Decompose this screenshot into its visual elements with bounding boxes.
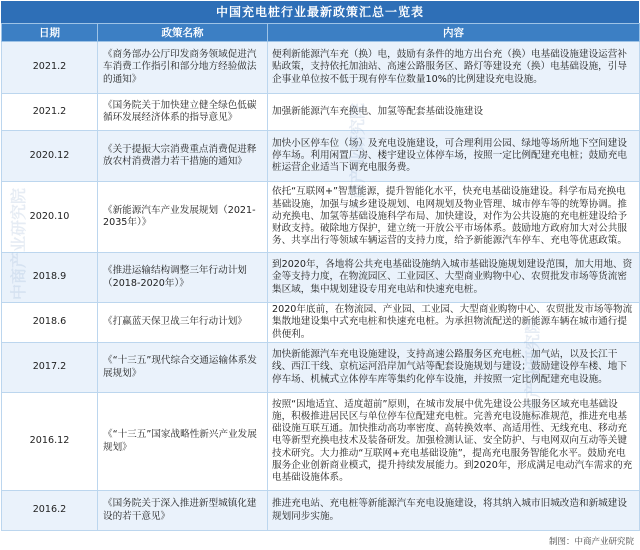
- row-policy-name: 《打赢蓝天保卫战三年行动计划》: [98, 303, 268, 343]
- row-date: 2018.9: [2, 253, 98, 303]
- table-row: [2, 303, 640, 343]
- row-date: 2021.2: [2, 94, 98, 131]
- watermark-right: 中商产业研究院: [523, 317, 542, 430]
- row-content: 到2020年，各地将公共充电基础设施纳入城市基础设施规划建设范围，加大用地、资金等支持力度，在物流园区、工业园区、大型商业购物中心、农贸批发市场等货流密集区域，集中规划建设专用充电站和快速充电桩。: [268, 253, 640, 303]
- row-policy-name: 《关于提振大宗消费重点消费促进释放农村消费潜力若干措施的通知》: [98, 131, 268, 182]
- row-content: 加快小区停车位（场）及充电设施建设，可合理利用公园、绿地等场所地下空间建设停车场。利用闲置厂房、楼宇建设立体停车场，按照一定比例配建充电桩；鼓励充电桩运营企业适当下调充电服务费。: [268, 131, 640, 182]
- table-row: [2, 491, 640, 531]
- row-date: 2017.2: [2, 343, 98, 393]
- table-row: [2, 42, 640, 94]
- row-policy-name: 《“十三五”国家战略性新兴产业发展规划》: [98, 393, 268, 491]
- table-row: [2, 182, 640, 253]
- header-content: 内容: [268, 24, 640, 42]
- table-row: [2, 253, 640, 303]
- row-content: 推进充电站、充电桩等新能源汽车充电设施建设，将其纳入城市旧城改造和新城建设规划同步实施。: [268, 491, 640, 531]
- table-title: 中国充电桩行业最新政策汇总一览表: [1, 1, 639, 23]
- row-content: 加强新能源汽车充换电、加氢等配套基础设施建设: [268, 94, 640, 131]
- row-date: 2020.12: [2, 131, 98, 182]
- row-content: 加快新能源汽车充电设施建设，支持高速公路服务区充电桩、加气站，以及长江干线、西江干线、京杭运河沿岸加气站等配套设施规划与建设；鼓励建设停车楼、地下停车场、机械式立体停车库等集约化停车设施，并按照一定比例配建充电设施。: [268, 343, 640, 393]
- watermark-left: 中商产业研究院: [9, 187, 28, 300]
- table-row: [2, 393, 640, 491]
- row-policy-name: 《商务部办公厅印发商务领域促进汽车消费工作指引和部分地方经验做法的通知》: [98, 42, 268, 94]
- row-policy-name: 《“十三五”现代综合交通运输体系发展规划》: [98, 343, 268, 393]
- row-content: 依托“互联网+”智慧能源，提升智能化水平，快充电基础设施建设。科学布局充换电基础设施，加强与城乡建设规划、电网规划及物业管理、城市停车等的统筹协调。推动充换电、加氢等基础设施科学布局、加快建设，对作为公共设施的充电桩建设给予财政支持。破除地方保护，建立统一开放公平市场体系。鼓励地方政府加大对公共服务、共享出行等领域车辆运营的支持力度，给予新能源汽车停车、充电等优惠政策。: [268, 182, 640, 253]
- policy-table-container: [1, 1, 639, 531]
- watermark-center: 中商产业研究院: [348, 102, 367, 215]
- row-policy-name: 《国务院关于深入推进新型城镇化建设的若干意见》: [98, 491, 268, 531]
- row-content: 2020年底前，在物流园、产业园、工业园、大型商业购物中心、农贸批发市场等物流集散地建设集中式充电桩和快速充电桩。为承担物流配送的新能源车辆在城市通行提供便利。: [268, 303, 640, 343]
- header-row: [2, 24, 640, 42]
- row-date: 2016.2: [2, 491, 98, 531]
- header-date: 日期: [2, 24, 98, 42]
- row-date: 2018.6: [2, 303, 98, 343]
- row-policy-name: 《推进运输结构调整三年行动计划（2018-2020年）》: [98, 253, 268, 303]
- table-row: [2, 94, 640, 131]
- row-date: 2016.12: [2, 393, 98, 491]
- policy-table: [1, 23, 640, 531]
- row-policy-name: 《国务院关于加快建立健全绿色低碳循环发展经济体系的指导意见》: [98, 94, 268, 131]
- row-date: 2020.10: [2, 182, 98, 253]
- row-content: 便利新能源汽车充（换）电，鼓励有条件的地方出台充（换）电基础设施建设运营补贴政策，支持依托加油站、高速公路服务区、路灯等建设充（换）电基础设施，引导企事业单位按不低于现有停车位数量10%的比例建设充电设施。: [268, 42, 640, 94]
- row-date: 2021.2: [2, 42, 98, 94]
- row-content: 按照“因地适宜、适度超前”原则，在城市发展中优先建设公共服务区域充电基础设施，积极推进居民区与单位停车位配建充电桩。完善充电设施标准规范，推进充电基础设施互联互通。加快推动高功率密度、高转换效率、高适用性、无线充电、移动充电等新型充换电技术及装备研发。加强检测认证、安全防护、与电网双向互动等关键技术研究。大力推动“互联网+充电基础设施”，提高充电服务智能化水平。鼓励充电服务企业创新商业模式，提升持续发展能力。到2020年，形成满足电动汽车需求的充电基础设施体系。: [268, 393, 640, 491]
- source-footer: 制图：中商产业研究院: [548, 537, 634, 547]
- header-policy-name: 政策名称: [98, 24, 268, 42]
- table-row: [2, 131, 640, 182]
- table-row: [2, 343, 640, 393]
- row-policy-name: 《新能源汽车产业发展规划（2021-2035年）》: [98, 182, 268, 253]
